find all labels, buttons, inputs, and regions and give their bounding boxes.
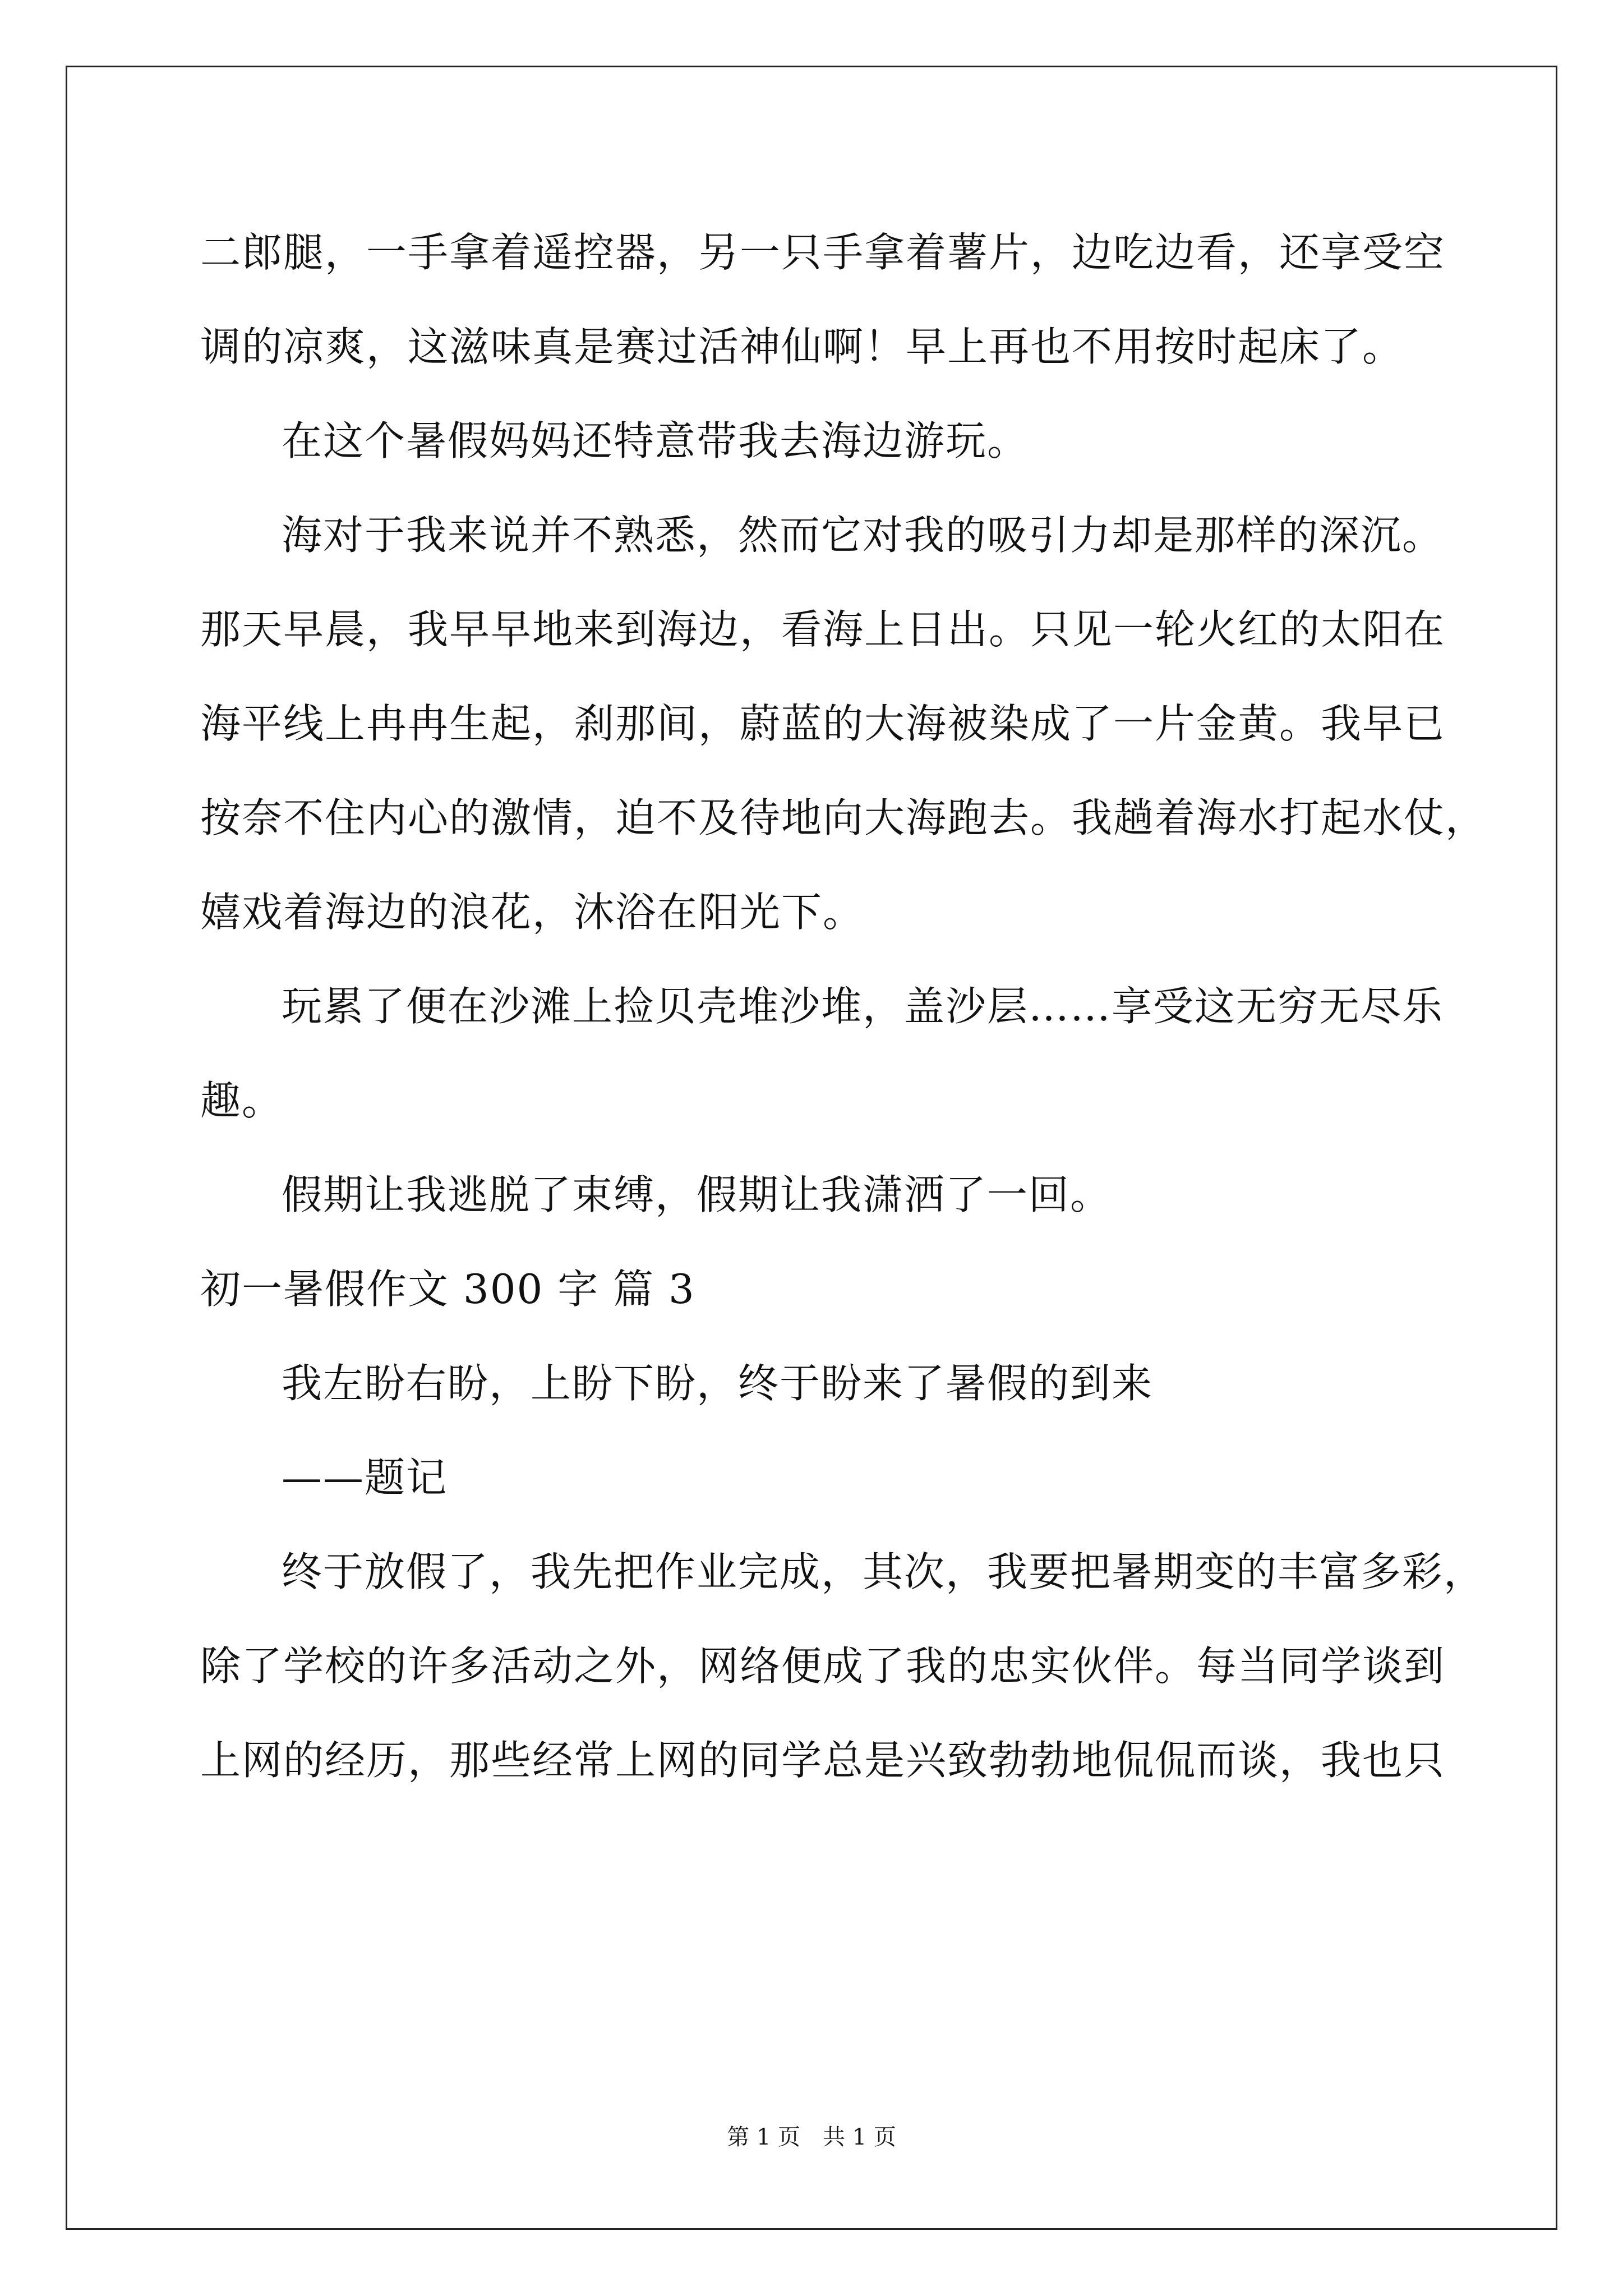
text-line: 按奈不住内心的激情，迫不及待地向大海跑去。我趟着海水打起水仗， [200,794,1487,841]
page-total: 共 1 页 [823,2124,896,2150]
paragraph-line: 终于放假了，我先把作业完成，其次，我要把暑期变的丰富多彩， [282,1548,1486,1595]
text-line: 海平线上冉冉生起，刹那间，蔚蓝的大海被染成了一片金黄。我早已 [200,700,1446,747]
page-footer [0,2120,1623,2154]
paragraph-line: 海对于我来说并不熟悉，然而它对我的吸引力却是那样的深沉。 [282,512,1444,559]
page-number: 第 1 页 [727,2124,800,2150]
paragraph-line: 假期让我逃脱了束缚，假期让我潇洒了一回。 [282,1171,1112,1218]
text-line: 调的凉爽，这滋味真是赛过活神仙啊！早上再也不用按时起床了。 [200,323,1404,370]
paragraph-line: 我左盼右盼，上盼下盼，终于盼来了暑假的到来 [282,1360,1154,1407]
text-line: 那天早晨，我早早地来到海边，看海上日出。只见一轮火红的太阳在 [200,606,1446,653]
page-border [66,66,1557,2230]
text-line: 二郎腿，一手拿着遥控器，另一只手拿着薯片，边吃边看，还享受空 [200,229,1446,276]
text-line: 上网的经历，那些经常上网的同学总是兴致勃勃地侃侃而谈，我也只 [200,1737,1446,1784]
paragraph-line: 在这个暑假妈妈还特意带我去海边游玩。 [282,417,1029,464]
text-line: 嬉戏着海边的浪花，沐浴在阳光下。 [200,889,865,936]
text-line: 趣。 [200,1077,284,1124]
paragraph-line: 玩累了便在沙滩上捡贝壳堆沙堆，盖沙层……享受这无穷无尽乐 [282,983,1444,1030]
paragraph-line: ——题记 [282,1454,448,1501]
section-heading: 初一暑假作文 300 字 篇 3 [200,1266,695,1313]
text-line: 除了学校的许多活动之外，网络便成了我的忠实伙伴。每当同学谈到 [200,1642,1446,1690]
